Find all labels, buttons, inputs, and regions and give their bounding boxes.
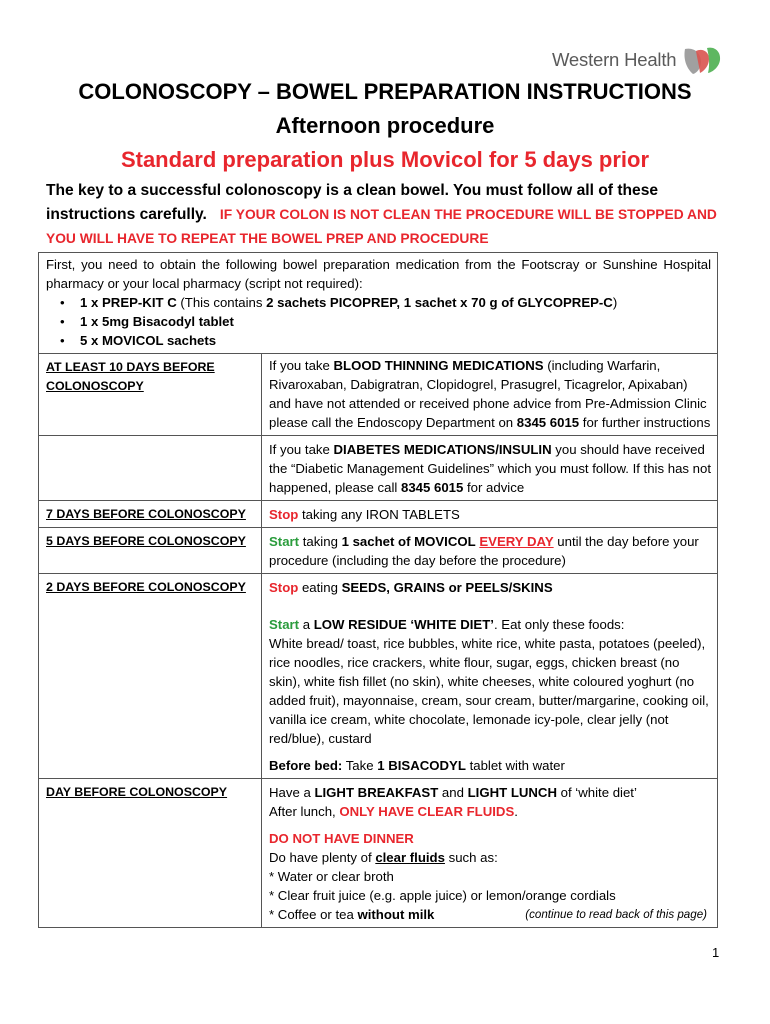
- continue-note: (continue to read back of this page): [525, 908, 707, 921]
- list-item: • 5 x MOVICOL sachets: [80, 331, 711, 350]
- white-diet-foods: White bread/ toast, rice bubbles, white rice, white pasta, potatoes (peeled), rice noodles, rice crackers, white flour, sugar, eggs, chicken breast (no skin), white fish fillet (no skin), white cheeses, white coloured yoghurt (no added fruit), mayonnaise, cream, sour cream, butter/margarine, cooking oil, vanilla ice cream, white chocolate, lemonade icy-pole, clear jelly (not red/blue), custard: [269, 636, 709, 746]
- table-row: [39, 501, 718, 528]
- logo-text: Western Health: [552, 49, 677, 70]
- list-item: • 1 x PREP-KIT C (This contains 2 sachets PICOPREP, 1 sachet x 70 g of GLYCOPREP-C): [80, 293, 711, 312]
- stop-keyword: Stop: [269, 507, 299, 522]
- row-label: 5 DAYS BEFORE COLONOSCOPY: [39, 528, 262, 574]
- row-content: Stop taking any IRON TABLETS: [262, 501, 718, 528]
- start-keyword: Start: [269, 617, 300, 632]
- row-content: Stop eating SEEDS, GRAINS or PEELS/SKINS Start a LOW RESIDUE ‘WHITE DIET’. Eat only these foods: White bread/ toast, rice bubbles, white rice, white pasta, potatoes (peeled), rice noodles, rice crackers, white flour, sugar, eggs, chicken breast (no skin), white fish fillet (no skin), white cheeses, white coloured yoghurt (no added fruit), mayonnaise, cream, sour cream, butter/margarine, cooking oil, vanilla ice cream, white chocolate, lemonade icy-pole, clear jelly (not red/blue), custard Before bed: Take 1 BISACODYL tablet with water: [262, 574, 718, 779]
- western-health-logo: [552, 44, 732, 76]
- table-row: [39, 253, 718, 354]
- procedure-time-subtitle: Afternoon procedure: [275, 113, 495, 138]
- table-row: [39, 354, 718, 436]
- row-label: DAY BEFORE COLONOSCOPY: [39, 779, 262, 928]
- intro-paragraph: [46, 179, 726, 251]
- row-label: 2 DAYS BEFORE COLONOSCOPY: [39, 574, 262, 779]
- row-content: If you take BLOOD THINNING MEDICATIONS (including Warfarin, Rivaroxaban, Dabigratran, Clopidogrel, Prasugrel, Ticagrelor, Apixaban) and have not attended or received phone advice from Pre-Admission Clinic please call the Endoscopy Department on 8345 6015 for further instructions: [262, 354, 718, 436]
- row-label: AT LEAST 10 DAYS BEFORE COLONOSCOPY: [39, 354, 262, 436]
- preparation-type-subtitle: Standard preparation plus Movicol for 5 days prior: [120, 147, 650, 172]
- intro-warning: IF YOUR COLON IS NOT CLEAN THE PROCEDURE WILL BE STOPPED AND YOU WILL HAVE TO REPEAT THE BOWEL PREP AND PROCEDURE: [46, 207, 717, 246]
- table-row: [39, 436, 718, 501]
- heart-leaves-logo-icon: [682, 45, 722, 75]
- list-item: * Clear fruit juice (e.g. apple juice) or lemon/orange cordials: [269, 888, 616, 903]
- row-label-empty: [39, 436, 262, 501]
- intro-text: The key to a successful colonoscopy is a clean bowel. You must follow all of these instructions carefully.: [46, 182, 659, 223]
- row-content: Have a LIGHT BREAKFAST and LIGHT LUNCH of ‘white diet’ After lunch, ONLY HAVE CLEAR FLUIDS. DO NOT HAVE DINNER Do have plenty of clear fluids such as: * Water or clear broth * Clear fruit juice (e.g. apple juice) or lemon/orange cordials * Coffee or tea without milk (continue to read back of this page): [262, 779, 718, 928]
- medication-list: [46, 293, 711, 350]
- list-item: * Water or clear broth: [269, 869, 394, 884]
- table-row: [39, 779, 718, 928]
- list-item: • 1 x 5mg Bisacodyl tablet: [80, 312, 711, 331]
- medication-list-cell: [39, 253, 718, 354]
- table-row: [39, 574, 718, 779]
- instructions-table: [38, 252, 718, 928]
- medication-intro-text: First, you need to obtain the following bowel preparation medication from the Footscray or Sunshine Hospital pharmacy or your local pharmacy (script not required):: [46, 257, 711, 291]
- table-row: [39, 528, 718, 574]
- stop-keyword: Stop: [269, 580, 299, 595]
- document-title: COLONOSCOPY – BOWEL PREPARATION INSTRUCTIONS: [78, 79, 692, 104]
- no-dinner-warning: DO NOT HAVE DINNER: [269, 831, 414, 846]
- start-keyword: Start: [269, 534, 300, 549]
- page-number: 1: [712, 945, 720, 960]
- row-content: Start taking 1 sachet of MOVICOL EVERY DAY until the day before your procedure (including the day before the procedure): [262, 528, 718, 574]
- row-content: If you take DIABETES MEDICATIONS/INSULIN you should have received the “Diabetic Management Guidelines” which you must follow. If this has not happened, please call 8345 6015 for advice: [262, 436, 718, 501]
- row-label: 7 DAYS BEFORE COLONOSCOPY: [39, 501, 262, 528]
- list-item: * Coffee or tea without milk (continue to read back of this page): [269, 907, 707, 922]
